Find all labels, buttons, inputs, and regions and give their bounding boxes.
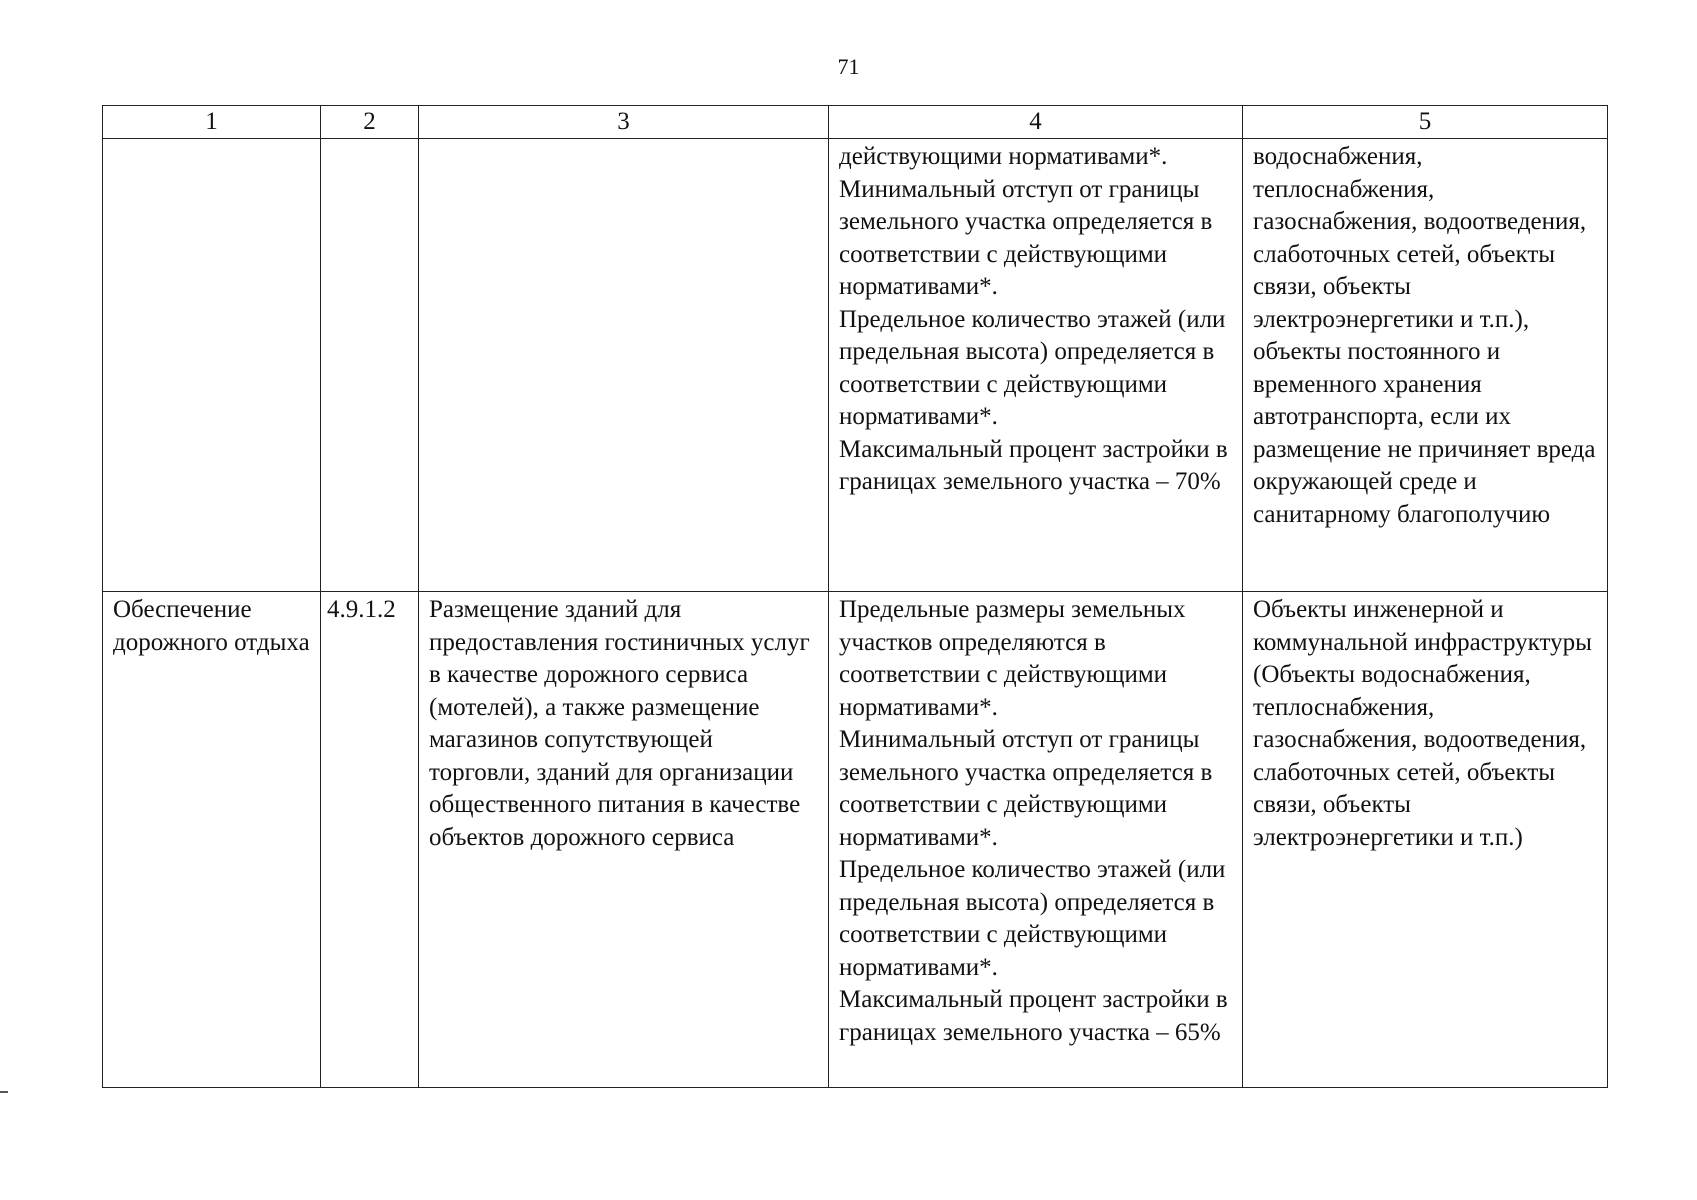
auxiliary-uses-cell: Объекты инженерной и коммунальной инфраструктуры (Объекты водоснабжения, теплоснабжения, газоснабжения, водоотведения, слаботочных сетей, объекты связи, объекты электроэнергетики и т.п.)	[1243, 592, 1608, 1088]
use-description-cell	[419, 139, 829, 592]
table-header-row	[103, 106, 1608, 139]
use-description-cell: Размещение зданий для предоставления гостиничных услуг в качестве дорожного сервиса (мотелей), а также размещение магазинов сопутствующей торговли, зданий для организации общественного питания в качестве объектов дорожного сервиса	[419, 592, 829, 1088]
parameter-text: Минимальный отступ от границы земельного участка определяется в соответствии с действующими нормативами*.	[839, 726, 1213, 851]
parameter-text: Максимальный процент застройки в границах земельного участка – 65%	[839, 986, 1228, 1046]
table-row	[103, 139, 1608, 592]
parameter-text: Предельное количество этажей (или предельная высота) определяется в соответствии с действующими нормативами*.	[839, 856, 1226, 981]
parameter-text: Минимальный отступ от границы земельного участка определяется в соответствии с действующими нормативами*.	[839, 175, 1213, 300]
auxiliary-uses-cell: водоснабжения, теплоснабжения, газоснабжения, водоотведения, слаботочных сетей, объекты связи, объекты электроэнергетики и т.п.), объекты постоянного и временного хранения автотранспорта, если их размещение не причиняет вреда окружающей среде и санитарному благополучию	[1243, 139, 1608, 592]
column-header-2: 2	[321, 106, 419, 139]
scan-edge-mark	[0, 1091, 8, 1093]
land-use-table	[102, 105, 1608, 1088]
parameters-cell	[829, 139, 1243, 592]
column-header-1: 1	[103, 106, 321, 139]
use-name-cell	[103, 139, 321, 592]
column-header-5: 5	[1243, 106, 1608, 139]
use-name-cell: Обеспечение дорожного отдыха	[103, 592, 321, 1088]
page-number: 71	[837, 54, 860, 79]
column-header-3: 3	[419, 106, 829, 139]
parameters-cell	[829, 592, 1243, 1088]
use-code-cell	[321, 139, 419, 592]
parameter-text: Максимальный процент застройки в границах земельного участка – 70%	[839, 435, 1228, 495]
table-row	[103, 592, 1608, 1088]
parameter-text: Предельное количество этажей (или предельная высота) определяется в соответствии с действующими нормативами*.	[839, 305, 1226, 430]
column-header-4: 4	[829, 106, 1243, 139]
parameter-text: Предельные размеры земельных участков определяются в соответствии с действующими нормативами*.	[839, 596, 1186, 721]
use-code-cell: 4.9.1.2	[321, 592, 419, 1088]
parameter-text: действующими нормативами*.	[839, 143, 1168, 170]
